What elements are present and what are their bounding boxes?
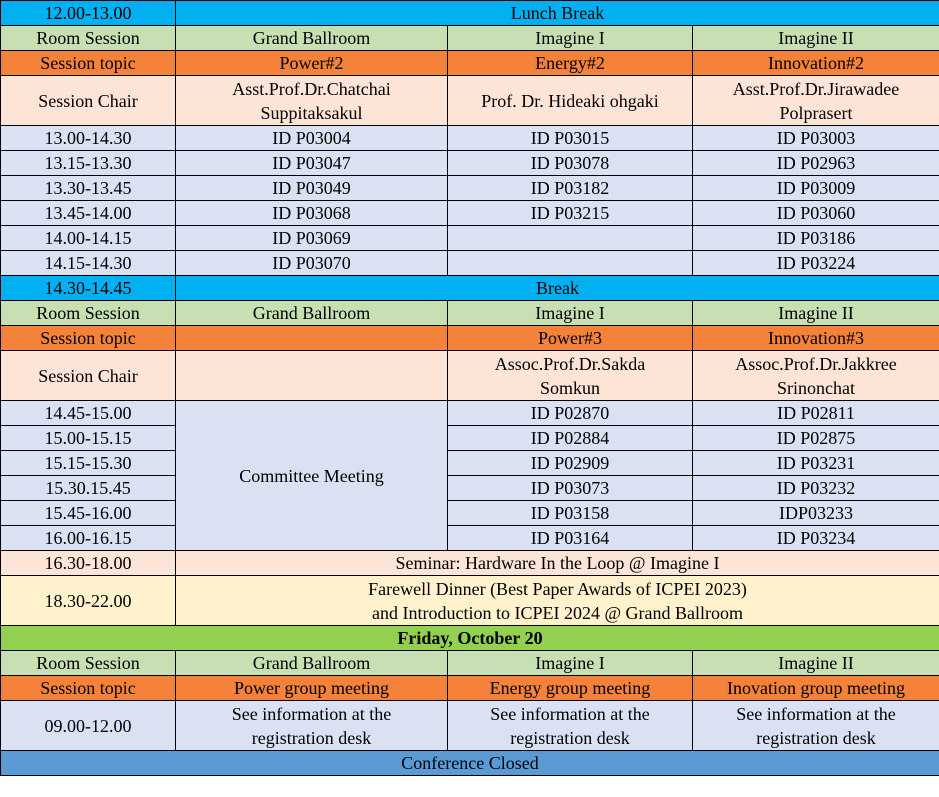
room-name: Imagine II	[693, 651, 939, 676]
time-slot-row	[1, 151, 939, 176]
room-session-label: Room Session	[1, 301, 176, 326]
room-session-row	[1, 26, 939, 51]
session-chair	[448, 351, 693, 401]
session-topic: Power group meeting	[176, 676, 448, 701]
session-topic-row	[1, 326, 939, 351]
paper-id: ID P02811	[693, 401, 939, 426]
info-line: registration desk	[251, 727, 372, 748]
registration-info	[448, 701, 693, 751]
paper-id: ID P02909	[448, 451, 693, 476]
chair-name-line: Assoc.Prof.Dr.Jakkree	[735, 353, 897, 374]
seminar-row	[1, 551, 939, 576]
paper-id: ID P03215	[448, 201, 693, 226]
seminar-time: 16.30-18.00	[1, 551, 176, 576]
time-slot: 16.00-16.15	[1, 526, 176, 551]
time-slot: 15.45-16.00	[1, 501, 176, 526]
lunch-break-row	[1, 1, 939, 26]
time-slot: 15.30.15.45	[1, 476, 176, 501]
paper-id: ID P03232	[693, 476, 939, 501]
info-line: registration desk	[510, 727, 630, 748]
session-topic-row	[1, 51, 939, 76]
registration-info	[693, 701, 939, 751]
session-topic-row	[1, 676, 939, 701]
paper-id: ID P03069	[176, 226, 448, 251]
paper-id: ID P02870	[448, 401, 693, 426]
conference-closed: Conference Closed	[1, 751, 939, 776]
session-topic-label: Session topic	[1, 326, 176, 351]
paper-id: ID P03234	[693, 526, 939, 551]
room-session-label: Room Session	[1, 26, 176, 51]
session-chair-label: Session Chair	[1, 76, 176, 126]
paper-id: ID P02884	[448, 426, 693, 451]
session-topic-label: Session topic	[1, 676, 176, 701]
chair-name-line: Somkun	[539, 377, 600, 398]
time-slot-row	[1, 476, 939, 501]
paper-id: ID P03068	[176, 201, 448, 226]
day-header-row	[1, 626, 939, 651]
time-slot: 13.30-13.45	[1, 176, 176, 201]
registration-info	[176, 701, 448, 751]
chair-name-line: Asst.Prof.Dr.Jirawadee	[732, 78, 900, 99]
committee-meeting: Committee Meeting	[176, 401, 448, 551]
time-slot-row	[1, 526, 939, 551]
time-slot-row	[1, 176, 939, 201]
paper-id: ID P02963	[693, 151, 939, 176]
room-name: Imagine I	[448, 26, 693, 51]
time-slot-row	[1, 451, 939, 476]
time-slot-row	[1, 401, 939, 426]
room-name: Imagine I	[448, 651, 693, 676]
paper-id: ID P03231	[693, 451, 939, 476]
time-slot-row	[1, 201, 939, 226]
session-topic: Power#2	[176, 51, 448, 76]
paper-id: ID P03164	[448, 526, 693, 551]
session-topic: Power#3	[448, 326, 693, 351]
info-line: See information at the	[231, 703, 392, 724]
chair-name-line: Asst.Prof.Dr.Chatchai	[232, 78, 391, 99]
time-slot: 09.00-12.00	[1, 701, 176, 751]
room-name: Imagine II	[693, 26, 939, 51]
session-chair-label: Session Chair	[1, 351, 176, 401]
paper-id	[448, 226, 693, 251]
room-name: Grand Ballroom	[176, 651, 448, 676]
farewell-dinner-row	[1, 576, 939, 626]
time-slot-row	[1, 251, 939, 276]
info-line: See information at the	[490, 703, 650, 724]
session-topic: Inovation group meeting	[693, 676, 939, 701]
info-line: See information at the	[736, 703, 896, 724]
chair-name-line: Assoc.Prof.Dr.Sakda	[494, 353, 646, 374]
paper-id: ID P02875	[693, 426, 939, 451]
chair-name-line: Suppitaksakul	[260, 102, 363, 123]
break-time: 14.30-14.45	[1, 276, 176, 301]
session-chair	[176, 351, 448, 401]
session-chair	[693, 351, 939, 401]
room-session-row	[1, 651, 939, 676]
room-name: Imagine II	[693, 301, 939, 326]
time-slot-row	[1, 226, 939, 251]
session-topic: Energy#2	[448, 51, 693, 76]
group-meeting-row	[1, 701, 939, 751]
session-chair-row	[1, 351, 939, 401]
room-name: Imagine I	[448, 301, 693, 326]
break-row	[1, 276, 939, 301]
lunch-break-label: Lunch Break	[176, 1, 939, 26]
session-topic: Innovation#3	[693, 326, 939, 351]
dinner-time: 18.30-22.00	[1, 576, 176, 626]
chair-name-line: Polprasert	[779, 102, 853, 123]
paper-id: ID P03004	[176, 126, 448, 151]
lunch-time: 12.00-13.00	[1, 1, 176, 26]
seminar-label: Seminar: Hardware In the Loop @ Imagine I	[176, 551, 939, 576]
paper-id: ID P03070	[176, 251, 448, 276]
session-topic-label: Session topic	[1, 51, 176, 76]
session-chair	[176, 76, 448, 126]
chair-name-line: Prof. Dr. Hideaki ohgaki	[481, 90, 659, 111]
paper-id: ID P03158	[448, 501, 693, 526]
paper-id: ID P03186	[693, 226, 939, 251]
paper-id: ID P03015	[448, 126, 693, 151]
room-name: Grand Ballroom	[176, 26, 448, 51]
chair-name-line: Srinonchat	[777, 377, 855, 398]
paper-id: ID P03009	[693, 176, 939, 201]
dinner-description	[176, 576, 939, 626]
time-slot: 14.00-14.15	[1, 226, 176, 251]
time-slot: 13.15-13.30	[1, 151, 176, 176]
paper-id: ID P03047	[176, 151, 448, 176]
paper-id: ID P03078	[448, 151, 693, 176]
paper-id: ID P03049	[176, 176, 448, 201]
paper-id: ID P03060	[693, 201, 939, 226]
break-label: Break	[176, 276, 939, 301]
room-name: Grand Ballroom	[176, 301, 448, 326]
time-slot: 14.15-14.30	[1, 251, 176, 276]
paper-id	[448, 251, 693, 276]
session-topic	[176, 326, 448, 351]
info-line: registration desk	[756, 727, 876, 748]
room-session-row	[1, 301, 939, 326]
time-slot: 14.45-15.00	[1, 401, 176, 426]
time-slot: 13.45-14.00	[1, 201, 176, 226]
session-chair	[448, 76, 693, 126]
session-chair-row	[1, 76, 939, 126]
paper-id: IDP03233	[693, 501, 939, 526]
time-slot-row	[1, 126, 939, 151]
session-topic: Energy group meeting	[448, 676, 693, 701]
paper-id: ID P03003	[693, 126, 939, 151]
dinner-line: and Introduction to ICPEI 2024 @ Grand Ballroom	[371, 602, 744, 623]
time-slot: 13.00-14.30	[1, 126, 176, 151]
session-topic: Innovation#2	[693, 51, 939, 76]
time-slot: 15.15-15.30	[1, 451, 176, 476]
paper-id: ID P03073	[448, 476, 693, 501]
time-slot-row	[1, 501, 939, 526]
day-header: Friday, October 20	[1, 626, 939, 651]
paper-id: ID P03224	[693, 251, 939, 276]
room-session-label: Room Session	[1, 651, 176, 676]
conference-closed-row	[1, 751, 939, 776]
paper-id: ID P03182	[448, 176, 693, 201]
time-slot: 15.00-15.15	[1, 426, 176, 451]
dinner-line: Farewell Dinner (Best Paper Awards of ICPEI 2023)	[368, 578, 747, 599]
session-chair	[693, 76, 939, 126]
time-slot-row	[1, 426, 939, 451]
